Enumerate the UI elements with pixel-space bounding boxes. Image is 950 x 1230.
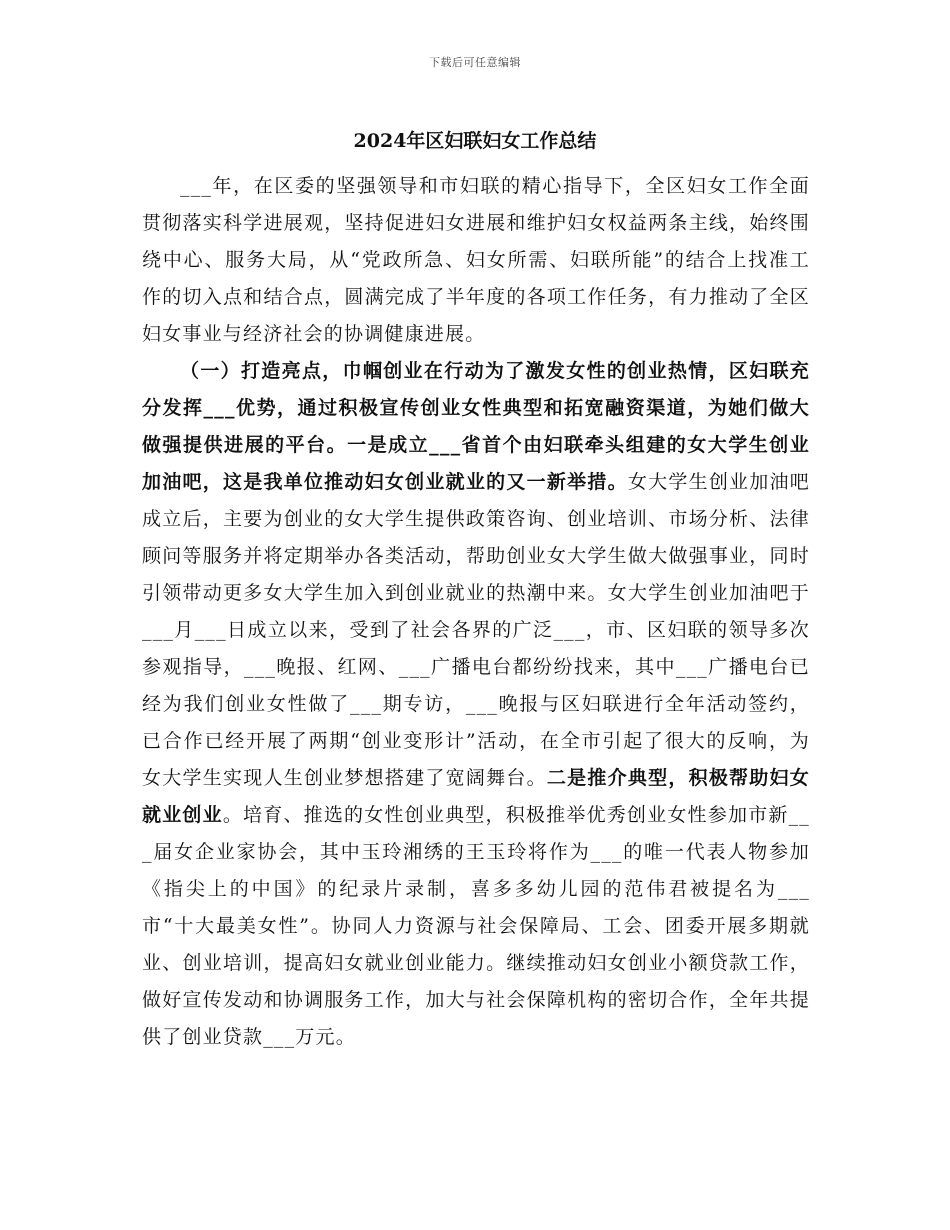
document-title: 2024年区妇联妇女工作总结 [353, 130, 597, 152]
intro-paragraph: ___年，在区委的坚强领导和市妇联的精心指导下，全区妇女工作全面贯彻落实科学进展观，坚持促进妇女进展和维护妇女权益两条主线，始终围绕中心、服务大局，从“党政所急、妇女所需、妇联所能”的结合上找准工作的切入点和结合点，圆满完成了半年度的各项工作任务，有力推动了全区妇女事业与经济社会的协调健康进展。 [142, 175, 810, 345]
section-1-body: 女大学生创业加油吧成立后，主要为创业的女大学生提供政策咨询、创业培训、市场分析、法律顾问等服务并将定期举办各类活动，帮助创业女大学生做大做强事业，同时引领带动更多女大学生加入到创业就业的热潮中来。女大学生创业加油吧于___月___日成立以来，受到了社会各界的广泛___，市、区妇联的领导多次参观指导，___晚报、红网、___广播电台都纷纷找来，其中___广播电台已经为我们创业女性做了___期专访，___晚报与区妇联进行全年活动签约，已合作已经开展了两期“创业变形计”活动，在全市引起了很大的反响，为女大学生实现人生创业梦想搭建了宽阔舞台。 [142, 471, 810, 789]
point-2-body: 。培育、推选的女性创业典型，积极推举优秀创业女性参加市新___届女企业家协会，其中玉玲湘绣的王玉玲将作为___的唯一代表人物参加《指尖上的中国》的纪录片录制，喜多多幼儿园的范伟君被提名为___市“十大最美女性”。协同人力资源与社会保障局、工会、团委开展多期就业、创业培训，提高妇女就业创业能力。继续推动妇女创业小额贷款工作，做好宣传发动和协调服务工作，加大与社会保障机构的密切合作，全年共提供了创业贷款___万元。 [142, 804, 810, 1048]
point-2-heading: 二是推介典型，积极帮助妇女就业创业 [142, 767, 810, 826]
document-body [142, 168, 810, 1056]
section-1-heading: （一）打造亮点，巾帼创业在行动为了激发女性的创业热情，区妇联充分发挥___优势，通过积极宣传创业女性典型和拓宽融资渠道，为她们做大做强提供进展的平台。一是成立___省首个由妇联牵头组建的女大学生创业加油吧，这是我单位推动妇女创业就业的又一新举措。 [142, 360, 810, 493]
section-1-paragraph [142, 353, 810, 1056]
page-header-note: 下载后可任意编辑 [429, 56, 521, 69]
